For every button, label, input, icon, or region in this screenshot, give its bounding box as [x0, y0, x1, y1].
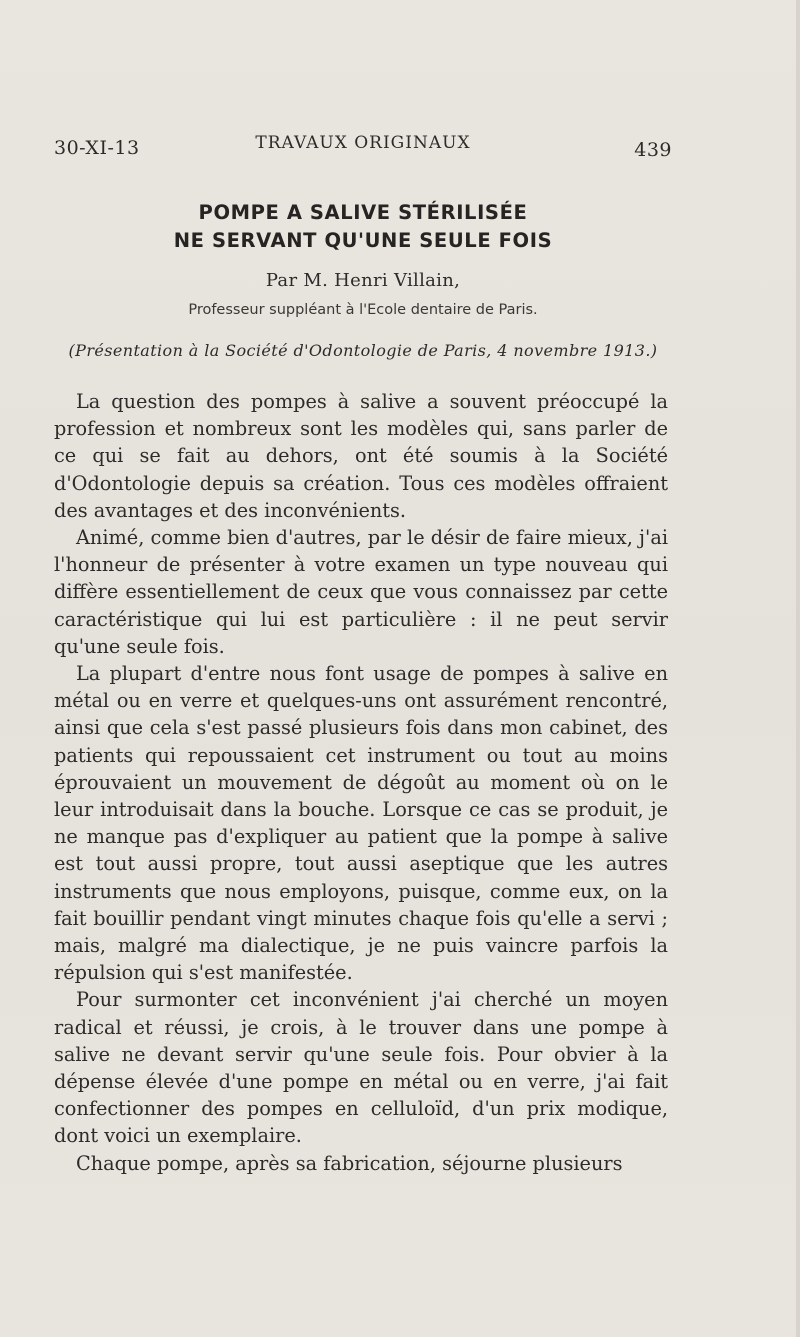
paragraph: Pour surmonter cet inconvénient j'ai cherché un moyen radical et réussi, je crois, à le trouver dans une pompe à salive ne devant servir qu'une seule fois. Pour obvier à la dépense élevée d'une pompe en métal ou en verre, j'ai fait confectionner des pompes en celluloïd, d'un prix modique, dont voici un exemplaire. [54, 988, 668, 1148]
header-section: TRAVAUX ORIGINAUX [255, 133, 471, 153]
paragraph: La plupart d'entre nous font usage de pompes à salive en métal ou en verre et quelques-uns ont assurément rencontré, ainsi que cela s'est passé plusieurs fois dans mon cabinet, des patients qui repoussaient cet instrument ou tout au moins éprouvaient un mouvement de dégoût au moment où on le leur introduisait dans la bouche. Lorsque ce cas se produit, je ne manque pas d'expliquer au patient que la pompe à salive est tout aussi propre, tout aussi aseptique que les autres instruments que nous employons, puisque, comme eux, on la fait bouillir pendant vingt minutes chaque fois qu'elle a servi ; mais, malgré ma dialectique, je ne puis vaincre parfois la répulsion qui s'est manifestée. [54, 662, 668, 985]
paragraph: Animé, comme bien d'autres, par le désir de faire mieux, j'ai l'honneur de présenter à votre examen un type nouveau qui diffère essentiellement de ceux que vous connaissez par cette caractéristique qui lui est particulière : il ne peut servir qu'une seule fois. [54, 526, 668, 658]
article-title-line-1: POMPE A SALIVE STÉRILISÉE [198, 201, 528, 224]
page-number: 439 [634, 139, 672, 161]
paragraph: La question des pompes à salive a souvent préoccupé la profession et nombreux sont les modèles qui, sans parler de ce qui se fait au dehors, ont été soumis à la Société d'Odontologie depuis sa création. Tous ces modèles offraient des avantages et des inconvénients. [54, 390, 668, 522]
running-head [54, 133, 672, 163]
byline: Par M. Henri Villain, [265, 270, 461, 291]
paragraph: Chaque pompe, après sa fabrication, séjourne plusieurs [76, 1151, 623, 1175]
affiliation: Professeur suppléant à l'Ecole dentaire de Paris. [188, 302, 538, 318]
header-date: 30-XI-13 [54, 137, 140, 159]
article-body [54, 388, 668, 1177]
article-title-line-2: NE SERVANT QU'UNE SEULE FOIS [173, 229, 553, 252]
page-edge [796, 0, 800, 1337]
presentation-note: (Présentation à la Société d'Odontologie de Paris, 4 novembre 1913.) [68, 341, 658, 360]
